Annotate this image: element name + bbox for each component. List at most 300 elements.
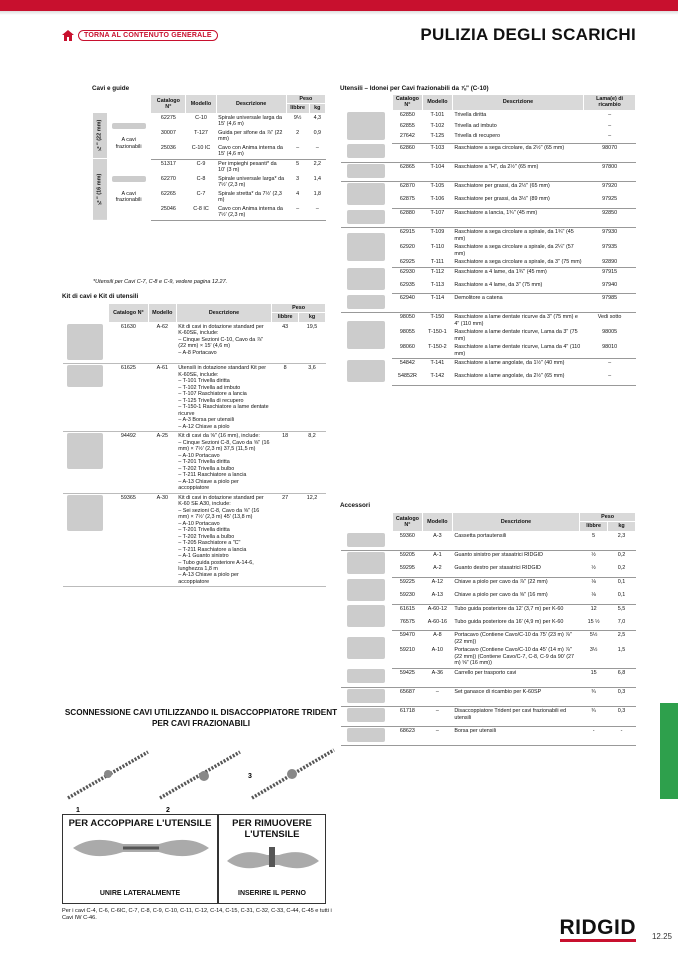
cell-desc: Raschiatore a sega circolare, da 2½" (65 mm) [452, 143, 583, 162]
cell-blade: – [608, 122, 612, 129]
kit-image-cell [63, 493, 109, 587]
cell-desc: Cavo con Anima interna da 7½' (2,3 m) [216, 205, 286, 220]
cell-desc: Per impieghi pesanti* da 10' (3 m) [218, 160, 277, 174]
cell-model: A-25 [148, 432, 176, 493]
product-image [347, 295, 385, 309]
cell-model: C-8 IC [186, 205, 216, 220]
cell-kg: 0,3 [608, 687, 636, 706]
cell-model: T-106 [422, 195, 452, 209]
col-description: Descrizione [452, 95, 583, 111]
cell-desc: Utensili in dotazione standard Kit per K-60SE, include: – T-101 Trivella diritta – T-102 Trivella ad imbuto – T-107 Raschiatore a lancia – T-125 Trivella di recupero – T-150-1 Raschiatore a lame dentate ricurve – A-3 Borsa per utensili – A-12 Chiave a piolo [176, 364, 271, 432]
cell-cat: 62860 [392, 143, 422, 162]
remove-tool-box [218, 814, 326, 904]
cell-lb: ½ [580, 564, 608, 578]
cell-lb: 9½ [293, 114, 302, 121]
image-cell [341, 294, 393, 313]
table-row [341, 313, 636, 328]
cell-model: A-8 [433, 632, 442, 639]
product-image [67, 324, 103, 360]
cell-kg: 0,2 [617, 552, 626, 559]
cell-cat: 62915 [399, 229, 415, 236]
col-weight: Peso [580, 513, 636, 522]
cell-model: T-150-1 [428, 329, 447, 336]
col-model: Modello [186, 95, 216, 114]
cell-model: A-30 [148, 493, 176, 587]
cell-cat: 62865 [392, 162, 422, 181]
cell-kg: 1,8 [313, 190, 322, 197]
product-image [347, 669, 385, 683]
cell-lb: 3 [296, 175, 300, 182]
attach-tool-box [62, 814, 218, 904]
cell-cat: 62940 [392, 294, 422, 313]
cell-lb: – [286, 205, 309, 220]
cell-desc: Disaccoppiatore Trident per cavi frazionabili ed utensili [452, 707, 579, 726]
cell-cat: 59225 [399, 579, 415, 586]
table-row [63, 322, 326, 363]
cell-desc: Raschiatore a "H", da 2½" (65 mm) [452, 162, 583, 181]
col-kg: kg [299, 313, 326, 322]
col-lb: libbre [272, 313, 299, 322]
back-to-contents-link[interactable] [62, 30, 218, 41]
cell-model: A-13 [422, 591, 452, 604]
cell-cat: 59295 [392, 564, 422, 578]
cell-desc: Cassetta portautensili [452, 531, 579, 550]
cell-desc: Kit di cavi in dotazione standard per K-60 SE A30, include: – Sei sezioni C-8, Cavo da ⅝" (16 mm) × 7½' (2,3 m) 45' (13,8 m) – A-10 Portacavo – T-201 Trivella diritta – T-202 Trivella a bulbo – T-205 Raschiatore a "C" – T-211 Raschiatore a lancia – A-1 Guanto sinistro – Tubo guida posteriore A-14-6, lunghezza 1,8 m – A-13 Chiave a piolo per accoppiatore [176, 493, 271, 587]
product-image [347, 360, 385, 382]
cell-cat: 62275 [160, 114, 176, 121]
cell-kg: 2,5 [617, 632, 626, 639]
cell-lb: 2 [296, 129, 300, 136]
top-red-bar [0, 0, 678, 11]
table-row [341, 162, 636, 181]
cell-cat: 61630 [108, 322, 148, 363]
image-cell [341, 182, 393, 209]
cell-model: T-114 [422, 294, 452, 313]
cable-group-name: A cavi frazionabili [115, 190, 142, 204]
cell-model: T-101 [430, 111, 445, 118]
cell-kg: 7,0 [608, 618, 636, 631]
cell-lb: 18 [272, 432, 299, 493]
cell-kg: – [309, 205, 325, 220]
cell-model: T-104 [422, 162, 452, 181]
col-weight: Peso [272, 304, 326, 313]
cell-cat: 98055 [399, 329, 415, 336]
cell-cat: 27642 [392, 132, 422, 143]
cell-cat: 59365 [108, 493, 148, 587]
col-lb: libbre [580, 522, 608, 531]
cell-model: T-103 [422, 143, 452, 162]
cell-model: C-10 IC [186, 144, 216, 159]
cell-model: T-107 [422, 209, 452, 228]
table-row [63, 432, 326, 493]
product-image [347, 708, 385, 722]
col-catalog: Catalogo N° [151, 95, 186, 114]
table-row [341, 110, 636, 121]
cell-model: C-10 [195, 114, 207, 121]
cell-cat: 61718 [392, 707, 422, 726]
cell-cat: 59210 [392, 646, 422, 668]
cell-blade: 97915 [602, 268, 618, 275]
kit-image-cell [63, 322, 109, 363]
cell-model: – [422, 687, 452, 706]
table-row [63, 493, 326, 587]
cell-kg: 6,8 [608, 668, 636, 687]
table-row [341, 228, 636, 243]
product-image [347, 210, 385, 224]
table-row [341, 531, 636, 550]
cell-cat: 62265 [160, 190, 176, 197]
cell-desc: Raschiatore a 4 lame, da 3" (75 mm) [452, 281, 583, 294]
cell-cat: 51317 [160, 160, 176, 167]
cell-cat: 62870 [399, 183, 415, 190]
product-image [67, 365, 103, 387]
cell-lb: 8 [272, 364, 299, 432]
image-cell [341, 110, 393, 143]
cell-cat: 94492 [108, 432, 148, 493]
image-cell [341, 531, 393, 550]
cell-model: T-127 [194, 129, 208, 136]
table-row [341, 359, 636, 372]
table-row [341, 267, 636, 280]
cell-desc: Demolitore a catena [452, 294, 583, 313]
cable-group-name: A cavi frazionabili [115, 137, 142, 150]
top-shade [0, 11, 678, 15]
cell-model: T-113 [422, 281, 452, 294]
image-cell [341, 726, 393, 745]
cell-desc: Set ganasce di ricambio per K-60SP [452, 687, 579, 706]
back-label[interactable]: TORNA AL CONTENUTO GENERALE [78, 30, 218, 41]
cell-cat: 59470 [399, 632, 415, 639]
attach-title: PER ACCOPPIARE L'UTENSILE [68, 818, 212, 829]
col-description: Descrizione [452, 513, 579, 532]
section-tab [660, 703, 678, 799]
cell-lb: 15 [580, 668, 608, 687]
cell-lb: 27 [272, 493, 299, 587]
cell-desc: Carrello per trasporto cavi [452, 668, 579, 687]
col-kg: kg [309, 104, 325, 113]
cell-desc: Raschiatore a 4 lame, da 1¾" (45 mm) [454, 268, 547, 275]
table-row [341, 551, 636, 564]
cell-model: T-111 [422, 258, 452, 267]
cell-kg: 5,5 [617, 605, 626, 612]
attach-foot: UNIRE LATERALMENTE [99, 890, 181, 897]
cell-blade: – [608, 111, 612, 118]
cell-kg: 1,4 [313, 175, 322, 182]
cell-model: A-36 [422, 668, 452, 687]
trident-illustration [62, 742, 340, 814]
cell-kg: – [309, 144, 325, 159]
cell-cat: 62880 [392, 209, 422, 228]
remove-title: PER RIMUOVERE L'UTENSILE [232, 818, 312, 840]
acc-section-title: Accessori [340, 502, 371, 509]
cell-model: T-110 [430, 244, 445, 251]
cell-desc: Guanto sinistro per stasatrici RIDGID [454, 552, 544, 559]
cell-lb: 4 [296, 190, 300, 197]
cable-group [107, 113, 151, 159]
cell-model: T-102 [430, 122, 445, 129]
cell-desc: Portacavo (Contiene Cavo/C-10 da 75' (23 m) ⅞" (22 mm)) [454, 632, 572, 645]
table-row [341, 668, 636, 687]
step-2-label: 2 [166, 807, 170, 814]
table-row [341, 143, 636, 162]
cell-blade: 97985 [584, 294, 636, 313]
product-image [112, 123, 146, 129]
cell-blade: 98010 [584, 343, 636, 358]
cell-blade: Vedi sotto [597, 314, 622, 321]
cell-cat: 25036 [151, 144, 186, 159]
cables-table [92, 94, 326, 221]
cell-lb: ¾ [580, 707, 608, 726]
table-row [93, 113, 326, 128]
accessories-table [340, 512, 636, 746]
cell-cat: 30007 [160, 129, 176, 136]
image-cell [341, 551, 393, 578]
cell-model: T-105 [430, 183, 445, 190]
cell-kg: 8,2 [299, 432, 326, 493]
col-catalog: Catalogo N° [392, 513, 422, 532]
cell-cat: 61615 [399, 605, 415, 612]
table-row [341, 209, 636, 228]
cell-model: A-2 [422, 564, 452, 578]
cell-blade: 97920 [602, 183, 618, 190]
product-image [347, 144, 385, 158]
product-image [347, 321, 385, 349]
cell-cat: 54852R [392, 372, 422, 385]
cell-desc: Kit di cavi da ⅝" (16 mm), include: – Cinque Sezioni C-8, Cavo da ⅝" (16 mm) × 7½' (2,3 m) 37,5 (11,5 m) – A-10 Portacavo – T-201 Trivella diritta – T-202 Trivella a bulbo – T-211 Raschiatore a lancia – A-13 Chiave a piolo per accoppiatore [176, 432, 271, 493]
cell-model: C-9 [196, 160, 206, 167]
col-model: Modello [422, 95, 452, 111]
cell-model: – [422, 707, 452, 726]
cell-cat: 59230 [392, 591, 422, 604]
cell-lb: 43 [272, 322, 299, 363]
cell-desc: Raschiatore a lancia, 1¾" (45 mm) [452, 209, 583, 228]
cell-kg: 12,2 [299, 493, 326, 587]
kits-table [62, 303, 326, 587]
cell-kg: - [608, 726, 636, 745]
cell-desc: Cavo con Anima interna da 15' (4,6 m) [216, 144, 286, 159]
tools-section-title: Utensili – Idonei per Cavi frazionabili da ⅞" (C-10) [340, 85, 489, 92]
product-image [347, 637, 385, 659]
table-row [341, 182, 636, 195]
cell-model: T-112 [430, 268, 445, 275]
cell-cat: 62920 [399, 244, 415, 251]
image-cell [341, 604, 393, 630]
cell-model: A-60-12 [427, 605, 447, 612]
cell-cat: 25046 [151, 205, 186, 220]
cell-desc: Spirale universale larga da 15' (4,6 m) [218, 114, 282, 128]
cell-blade: 92850 [584, 209, 636, 228]
cell-cat: 59205 [399, 552, 415, 559]
image-cell [341, 209, 393, 228]
page-title: PULIZIA DEGLI SCARICHI [420, 25, 636, 44]
cell-cat: 59360 [392, 531, 422, 550]
product-image [112, 176, 146, 182]
cell-desc: Raschiatore per grassi, da 3½" (89 mm) [452, 195, 583, 209]
cell-kg: 2,2 [313, 160, 322, 167]
cell-desc: Raschiatore a lame dentate ricurve, Lama da 3" (75 mm) [454, 329, 578, 342]
table-row [93, 159, 326, 174]
image-cell [341, 313, 393, 359]
col-model: Modello [148, 304, 176, 323]
product-image [347, 268, 385, 290]
cell-desc: Raschiatore a sega circolare a spirale, da 2¼" (57 mm) [454, 244, 574, 257]
cell-lb: ¾ [580, 687, 608, 706]
cell-desc: Kit di cavi in dotazione standard per K-60SE, include: – Cinque Sezioni C-10, Cavo da ⅞" (22 mm) × 15' (4,6 m) – A-8 Portacavo [176, 322, 271, 363]
image-cell [341, 359, 393, 385]
table-row [341, 604, 636, 617]
cell-kg: 2,3 [608, 531, 636, 550]
hands-attach-icon [63, 830, 219, 866]
product-image [347, 112, 385, 140]
cell-model: C-7 [196, 190, 206, 197]
cell-lb: - [580, 726, 608, 745]
cell-lb: 3½ [580, 646, 608, 668]
cables-note: *Utensili per Cavi C-7, C-8 e C-9, vedere pagina 12.27. [93, 279, 228, 285]
cell-cat: 59425 [392, 668, 422, 687]
ridgid-logo [560, 916, 637, 940]
cable-group [107, 159, 151, 220]
cell-desc: Guanto destro per stasatrici RIDGID [452, 564, 579, 578]
col-blade: Lama(e) di ricambio [584, 95, 636, 111]
cell-cat: 62855 [399, 122, 415, 129]
kit-image-cell [63, 364, 109, 432]
cell-lb: 12 [590, 605, 597, 612]
image-cell [341, 162, 393, 181]
step-3-label: 3 [248, 773, 252, 780]
cables-section-title: Cavi e guide [92, 85, 130, 92]
cell-lb: ⅛ [591, 579, 596, 586]
cell-desc: Portacavo (Contiene Cavo/C-10 da 45' (14 m) ⅞" (22 mm)) (Contiene Cavo/C-7, C-8, C-9 da 90' (27 m) ⅝" (16 mm)) [452, 646, 579, 668]
cell-cat: 98050 [399, 314, 415, 321]
product-image [347, 183, 385, 205]
cell-model: A-1 [433, 552, 442, 559]
cell-cat: 62850 [399, 111, 415, 118]
cell-blade: 98070 [584, 143, 636, 162]
cell-kg: 4,3 [313, 114, 322, 121]
cell-desc: Chiave a piolo per cavo da ⅝" (16 mm) [452, 591, 579, 604]
cell-cat: 62930 [399, 268, 415, 275]
cell-blade: 97940 [584, 281, 636, 294]
tools-table [340, 94, 636, 386]
product-image [347, 533, 385, 547]
cell-model: A-60-16 [422, 618, 452, 631]
trident-title: SCONNESSIONE CAVI UTILIZZANDO IL DISACCOPPIATORE TRIDENT PER CAVI FRAZIONABILI [64, 708, 338, 728]
cell-model: T-150-2 [422, 343, 452, 358]
kit-image-cell [63, 432, 109, 493]
cell-lb: ½ [591, 552, 596, 559]
cell-lb: 15 ½ [580, 618, 608, 631]
col-catalog: Catalogo N° [392, 95, 422, 111]
product-image [347, 605, 385, 627]
cell-desc: Tubo guida posteriore da 12' (3,7 m) per K-60 [454, 605, 564, 612]
logo-text: RIDGID [559, 916, 636, 939]
col-catalog: Catalogo N° [108, 304, 148, 323]
cell-model: A-12 [431, 579, 444, 586]
col-description: Descrizione [176, 304, 271, 323]
cell-desc: Borsa per utensili [452, 726, 579, 745]
cell-kg: 0,2 [608, 564, 636, 578]
table-row [341, 631, 636, 646]
image-cell [341, 143, 393, 162]
cell-kg: 1,5 [608, 646, 636, 668]
product-image [347, 579, 385, 601]
table-row [341, 578, 636, 591]
image-cell [341, 578, 393, 604]
cell-cat: 98060 [392, 343, 422, 358]
cell-desc: Raschiatore a lame dentate ricurve da 3" (75 mm) e 4" (110 mm) [454, 314, 578, 327]
hands-remove-icon [219, 841, 327, 877]
col-lb: libbre [286, 104, 309, 113]
cell-blade: 98005 [602, 329, 618, 336]
cell-blade: 97925 [584, 195, 636, 209]
product-image [67, 495, 103, 531]
cell-desc: Raschiatore a lame angolate, da 2½" (65 mm) [452, 372, 583, 385]
cell-blade: – [608, 360, 612, 367]
cell-kg: 0,3 [608, 707, 636, 726]
cell-model: T-125 [422, 132, 452, 143]
cell-model: T-142 [422, 372, 452, 385]
cell-cat: 61625 [108, 364, 148, 432]
kits-section-title: Kit di cavi e Kit di utensili [62, 293, 139, 300]
cell-desc: Raschiatore per grassi, da 2½" (65 mm) [454, 183, 550, 190]
col-weight: Peso [286, 95, 325, 104]
cell-cat: 76575 [392, 618, 422, 631]
size-label: ⅝" (16 mm) [93, 159, 107, 220]
cell-cat: 62875 [392, 195, 422, 209]
step-1-label: 1 [76, 807, 80, 814]
cell-model: A-61 [148, 364, 176, 432]
footer-note: Per i cavi C-4, C-6, C-6IC, C-7, C-8, C-9, C-10, C-11, C-12, C-14, C-15, C-31, C-32, C-33, C-44, C-45 e tutti i Cavi IW C-46. [62, 908, 332, 921]
table-row [341, 726, 636, 745]
table-row [341, 687, 636, 706]
cell-blade: 92890 [584, 258, 636, 267]
product-image [347, 552, 385, 574]
cell-cat: 62925 [392, 258, 422, 267]
cell-blade: – [584, 372, 636, 385]
cell-lb: – [286, 144, 309, 159]
product-image [347, 728, 385, 742]
cell-cat: 62935 [392, 281, 422, 294]
cell-kg: 19,5 [299, 322, 326, 363]
cell-model: A-10 [422, 646, 452, 668]
cell-model: C-8 [196, 175, 206, 182]
home-icon [62, 30, 74, 41]
table-row [341, 707, 636, 726]
col-description: Descrizione [216, 95, 286, 114]
image-cell [341, 267, 393, 293]
cell-desc: Raschiatore a lame angolate, da 1½" (40 mm) [454, 360, 565, 367]
cell-blade: – [584, 132, 636, 143]
cell-cat: 65687 [392, 687, 422, 706]
cell-kg: 0,9 [313, 129, 322, 136]
cell-model: T-109 [430, 229, 445, 236]
cell-model: T-141 [430, 360, 445, 367]
product-image [347, 233, 385, 261]
cell-lb: ⅛ [580, 591, 608, 604]
cell-blade: 97800 [584, 162, 636, 181]
image-cell [341, 668, 393, 687]
page-number: 12.25 [651, 932, 672, 941]
image-cell [341, 707, 393, 726]
cell-desc: Guida per sifone da ⅞" (22 mm) [218, 129, 283, 143]
image-cell [341, 228, 393, 267]
cell-kg: 3,6 [299, 364, 326, 432]
cell-desc: Raschiatore a lame dentate ricurve, Lama da 4" (110 mm) [452, 343, 583, 358]
table-row [341, 294, 636, 313]
remove-foot: INSERIRE IL PERNO [238, 890, 306, 897]
cell-model: A-62 [148, 322, 176, 363]
cell-desc: Raschiatore a sega circolare a spirale, da 3" (75 mm) [452, 258, 583, 267]
